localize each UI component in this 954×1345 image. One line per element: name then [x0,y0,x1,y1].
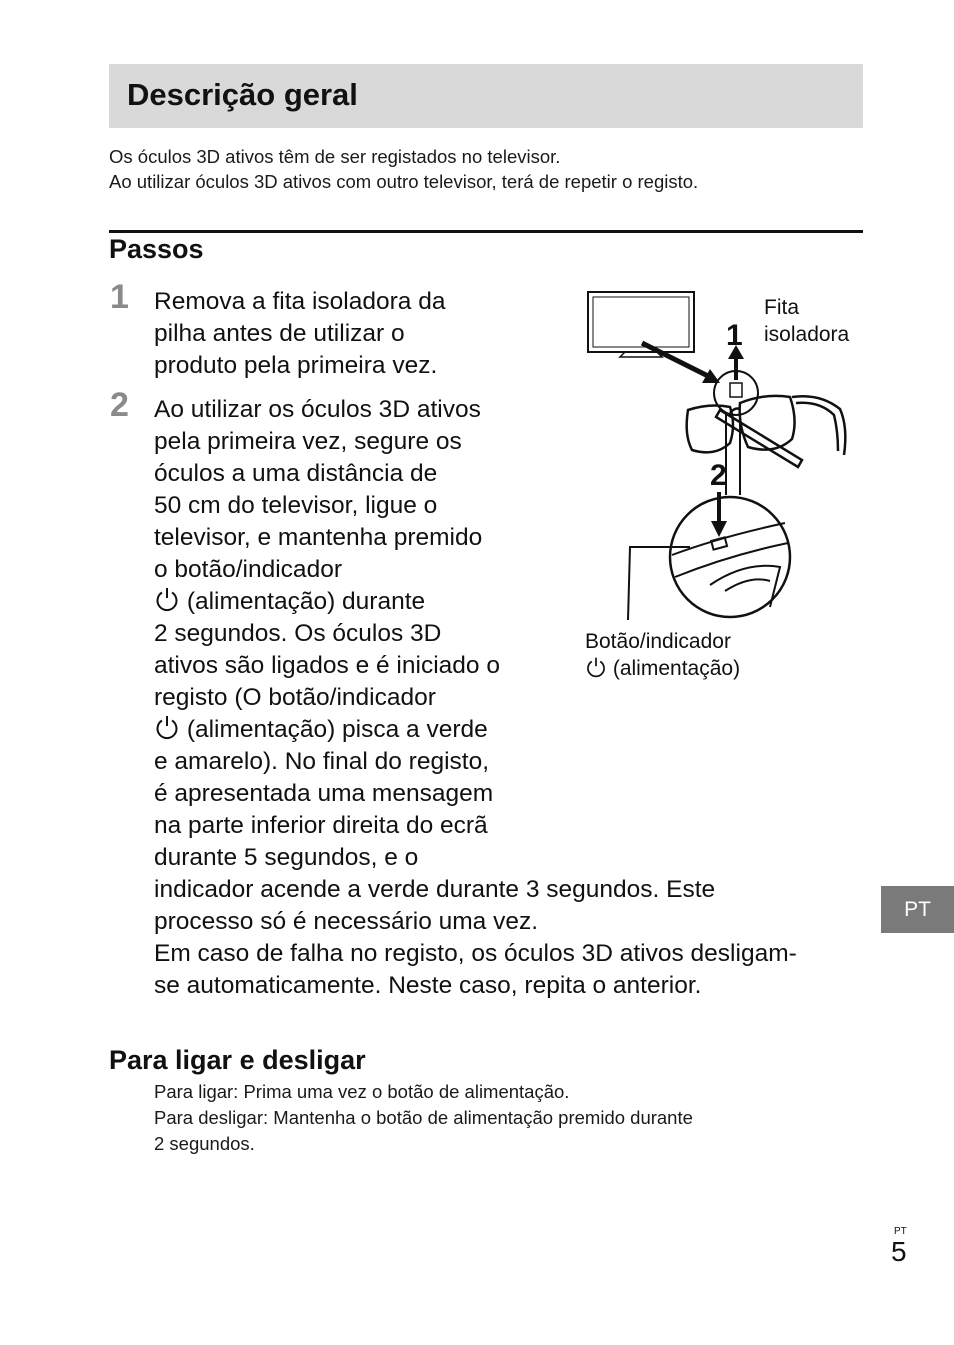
toggle-off-line: 2 segundos. [154,1133,255,1154]
figure-marker-2: 2 [710,459,727,492]
insulating-tape-icon [730,383,742,397]
toggle-text [154,1079,854,1157]
step-1-number: 1 [110,278,129,316]
section-divider [109,230,863,233]
section-title-bar [109,64,863,128]
button-label-text: (alimentação) [612,657,741,680]
page-language: PT [894,1226,907,1237]
page-title: Descrição geral [127,77,358,112]
tape-label [764,294,849,348]
power-button-detail [672,523,788,607]
page-number: 5 [891,1236,907,1267]
step-2-number: 2 [110,386,129,424]
button-label-line-2 [585,655,740,682]
button-label [585,628,740,682]
steps-heading: Passos [109,234,204,264]
tv-icon [588,292,694,357]
step-2-line: se automaticamente. Neste caso, repita o anterior. [154,972,702,999]
button-label-line-1: Botão/indicador [585,630,731,653]
step-2-line: durante 5 segundos, e o [154,844,419,871]
step-1-line: pilha antes de utilizar o [154,320,405,347]
step-2-line: 2 segundos. Os óculos 3D [154,620,442,647]
step-2-line-text: (alimentação) pisca a verde [186,716,488,743]
step-1-line: produto pela primeira vez. [154,352,438,379]
toggle-heading: Para ligar e desligar [109,1045,366,1075]
signal-arrow-icon [642,343,720,383]
figure-marker-1: 1 [726,319,743,352]
step-2-line: 50 cm do televisor, ligue o [154,492,438,519]
step-2-line: pela primeira vez, segure os [154,428,462,455]
button-leader-line [628,547,690,620]
step-2-line: Em caso de falha no registo, os óculos 3D ativos desligam- [154,940,797,967]
toggle-off-line: Para desligar: Mantenha o botão de alimentação premido durante [154,1107,693,1128]
step-2-line: processo só é necessário uma vez. [154,908,539,935]
step-2-line: registo (O botão/indicador [154,684,436,711]
step-2-line: na parte inferior direita do ecrã [154,812,488,839]
power-icon [585,656,607,678]
step-2-line: é apresentada uma mensagem [154,780,494,807]
step-2-line: televisor, e mantenha premido [154,524,483,551]
step-2-line: e amarelo). No final do registo, [154,748,489,775]
tape-label-line-1: Fita [764,296,800,319]
intro-line-2: Ao utilizar óculos 3D ativos com outro televisor, terá de repetir o registo. [109,171,699,192]
3d-glasses-icon [687,396,846,467]
step-2-line-text: (alimentação) durante [186,588,426,615]
power-icon [154,714,180,740]
step-2-line: óculos a uma distância de [154,460,438,487]
language-tab: PT [881,886,954,933]
power-icon [154,586,180,612]
step-2-line [154,714,797,746]
tape-label-line-2: isoladora [764,323,850,346]
step-1-line: Remova a fita isoladora da [154,288,446,315]
intro-line-1: Os óculos 3D ativos têm de ser registados no televisor. [109,146,561,167]
step-2-line: indicador acende a verde durante 3 segundos. Este [154,876,716,903]
step-2-line: Ao utilizar os óculos 3D ativos [154,396,481,423]
step-2-line: ativos são ligados e é iniciado o [154,652,500,679]
step-1-text [154,286,445,382]
step-2-line: o botão/indicador [154,556,342,583]
intro-text [109,144,869,194]
toggle-on-line: Para ligar: Prima uma vez o botão de alimentação. [154,1081,570,1102]
